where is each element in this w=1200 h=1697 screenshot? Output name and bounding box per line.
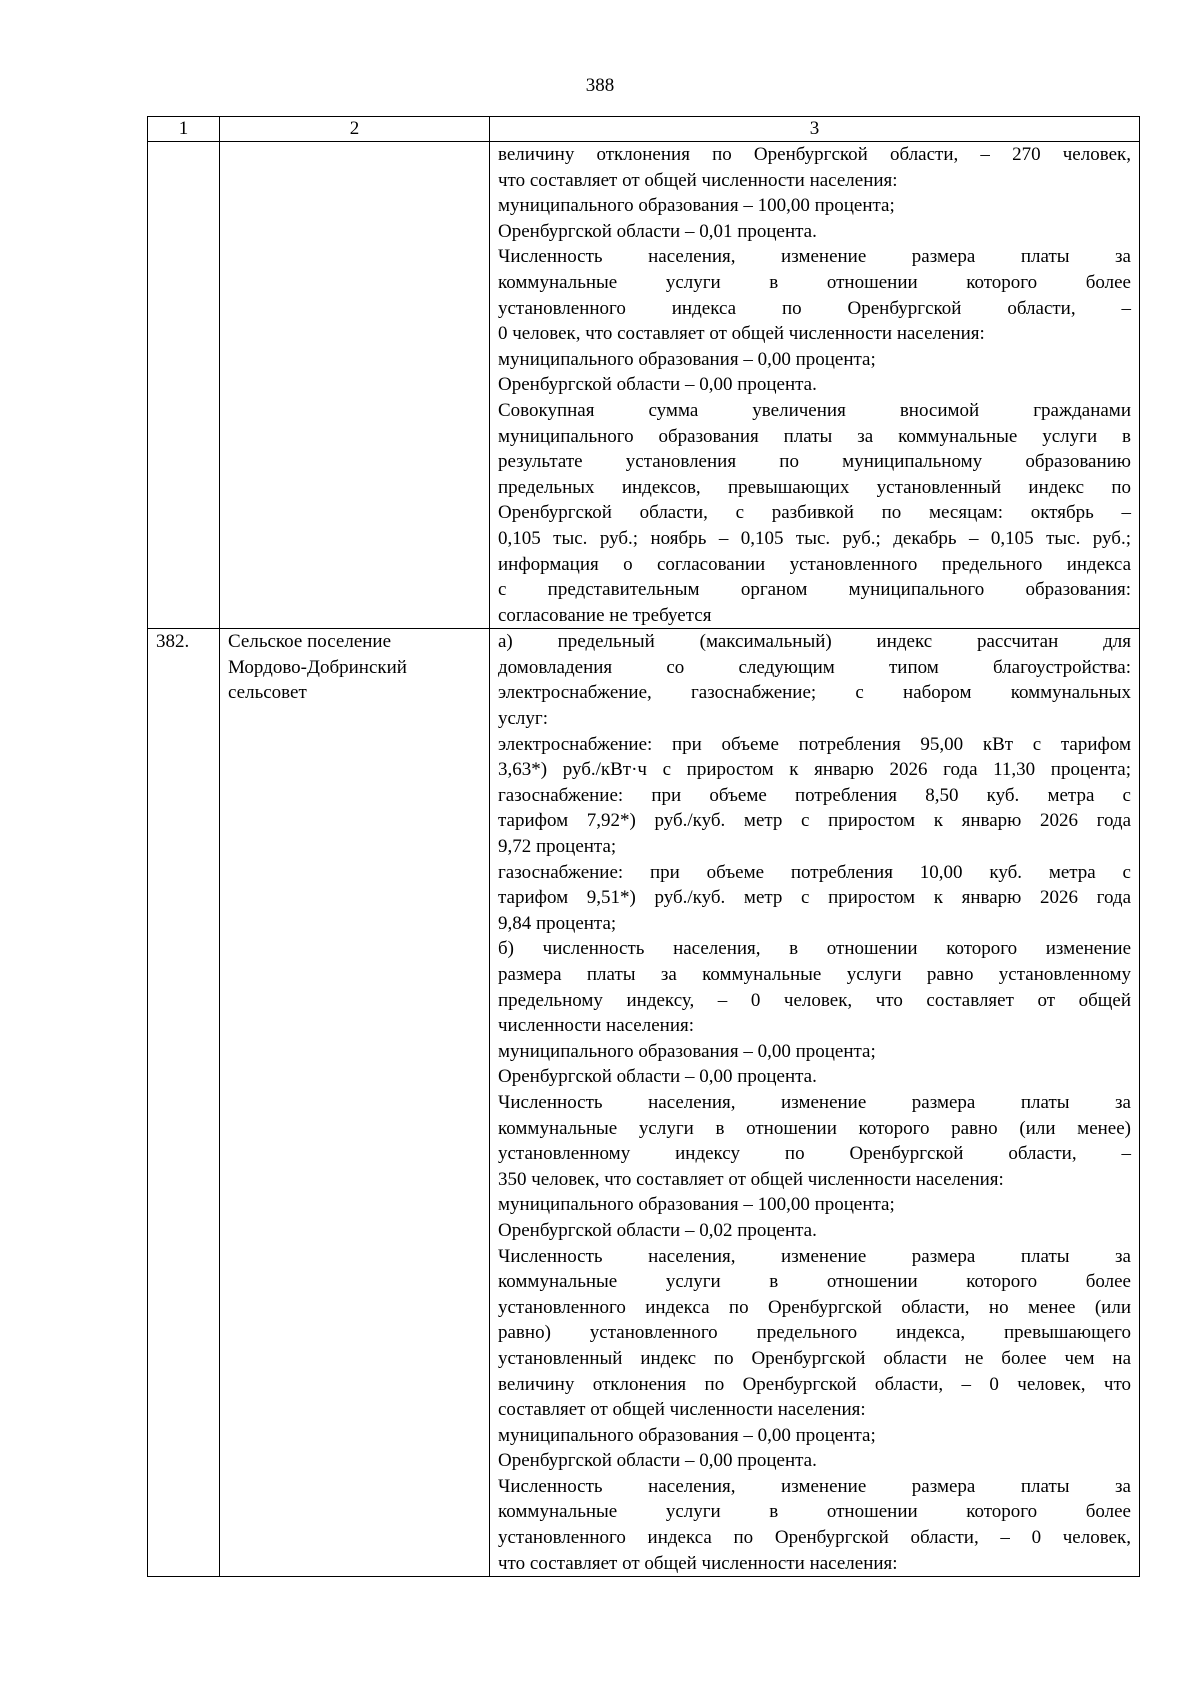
detail-line: установленного индекса по Оренбургской области, – 0 человек, [498, 1527, 1131, 1549]
detail-line: 350 человек, что составляет от общей численности населения: [498, 1168, 1004, 1190]
detail-line: муниципального образования – 0,00 процента; [498, 348, 876, 370]
detail-line: Численность населения, изменение размера платы за [498, 1475, 1131, 1497]
detail-line: размера платы за коммунальные услуги равно установленному [498, 964, 1131, 985]
detail-line: Численность населения, изменение размера платы за [498, 1091, 1131, 1113]
detail-line: Оренбургской области – 0,01 процента. [498, 220, 817, 242]
detail-line: муниципального образования – 0,00 процента; [498, 1424, 876, 1446]
detail-line: Оренбургской области, с разбивкой по месяцам: октябрь – [498, 502, 1131, 524]
detail-line: численности населения: [498, 1015, 695, 1037]
settlement-name [220, 142, 490, 629]
detail-line: установленному индексу по Оренбургской области, – [498, 1143, 1131, 1165]
detail-line: результате установления по муниципальному образованию [498, 451, 1131, 473]
detail-line: 9,84 процента; [498, 912, 617, 934]
detail-line: Оренбургской области – 0,02 процента. [498, 1219, 817, 1241]
detail-line: что составляет от общей численности населения: [498, 169, 898, 191]
detail-line: тарифом 7,92*) руб./куб. метр с приростом к январю 2026 года [498, 810, 1131, 832]
row-number [148, 142, 220, 629]
row-number: 382. [148, 629, 220, 1577]
detail-line: установленный индекс по Оренбургской области не более чем на [498, 1347, 1131, 1369]
detail-line: 0,105 тыс. руб.; ноябрь – 0,105 тыс. руб.; декабрь – 0,105 тыс. руб.; [498, 527, 1131, 549]
detail-line: Численность населения, изменение размера платы за [498, 1245, 1131, 1267]
detail-line: электроснабжение, газоснабжение; с набором коммунальных [498, 682, 1131, 704]
detail-line: предельных индексов, превышающих установленный индекс по [498, 476, 1131, 498]
detail-line: Оренбургской области – 0,00 процента. [498, 1066, 817, 1088]
column-number-header: 1 [148, 117, 220, 142]
detail-line: информация о согласовании установленного предельного индекса [498, 553, 1131, 575]
detail-line: тарифом 9,51*) руб./куб. метр с приростом к январю 2026 года [498, 887, 1131, 909]
detail-line: составляет от общей численности населения: [498, 1399, 866, 1421]
detail-line: муниципального образования платы за коммунальные услуги в [498, 425, 1131, 447]
column-name-header: 2 [220, 117, 490, 142]
detail-line: муниципального образования – 100,00 процента; [498, 195, 895, 217]
detail-line: коммунальные услуги в отношении которого равно (или менее) [498, 1117, 1131, 1139]
detail-line: равно) установленного предельного индекса, превышающего [498, 1322, 1131, 1344]
table-row [148, 629, 1140, 1577]
page-number: 388 [585, 75, 615, 96]
detail-line: электроснабжение: при объеме потребления 95,00 кВт с тарифом [498, 733, 1131, 755]
detail-line: 3,63*) руб./кВт·ч с приростом к январю 2026 года 11,30 процента; [498, 759, 1131, 781]
detail-line: Совокупная сумма увеличения вносимой гражданами [498, 399, 1131, 421]
index-table [147, 116, 1140, 1577]
column-details-header: 3 [490, 117, 1140, 142]
detail-line: 0 человек, что составляет от общей численности населения: [498, 323, 985, 345]
detail-line: величину отклонения по Оренбургской области, – 270 человек, [498, 144, 1131, 165]
detail-line: Оренбургской области – 0,00 процента. [498, 374, 817, 396]
detail-line: коммунальные услуги в отношении которого более [498, 271, 1131, 293]
detail-line: коммунальные услуги в отношении которого более [498, 1501, 1131, 1523]
detail-line: домовладения со следующим типом благоустройства: [498, 656, 1131, 678]
detail-line: газоснабжение: при объеме потребления 8,50 куб. метра с [498, 784, 1131, 806]
detail-line: коммунальные услуги в отношении которого более [498, 1271, 1131, 1293]
detail-line: согласование не требуется [498, 604, 712, 626]
detail-line: Оренбургской области – 0,00 процента. [498, 1450, 817, 1472]
detail-line: с представительным органом муниципального образования: [498, 579, 1131, 601]
detail-line: а) предельный (максимальный) индекс рассчитан для [498, 631, 1131, 653]
table-row [148, 142, 1140, 629]
detail-line: услуг: [498, 708, 548, 730]
detail-line: муниципального образования – 100,00 процента; [498, 1194, 895, 1216]
detail-line: установленного индекса по Оренбургской области, но менее (или [498, 1296, 1131, 1318]
detail-line: установленного индекса по Оренбургской области, – [498, 297, 1131, 319]
detail-line: муниципального образования – 0,00 процента; [498, 1040, 876, 1062]
row-details [490, 629, 1140, 1577]
row-details [490, 142, 1140, 629]
detail-line: газоснабжение: при объеме потребления 10,00 куб. метра с [498, 861, 1131, 883]
detail-line: Численность населения, изменение размера платы за [498, 246, 1131, 268]
table-header-row [148, 117, 1140, 142]
settlement-name: Сельское поселение Мордово-Добринский сельсовет [220, 629, 490, 1577]
detail-line: величину отклонения по Оренбургской области, – 0 человек, что [498, 1373, 1131, 1395]
detail-line: 9,72 процента; [498, 836, 617, 858]
detail-line: предельному индексу, – 0 человек, что составляет от общей [498, 989, 1131, 1011]
detail-line: б) численность населения, в отношении которого изменение [498, 938, 1131, 960]
detail-line: что составляет от общей численности населения: [498, 1552, 898, 1574]
